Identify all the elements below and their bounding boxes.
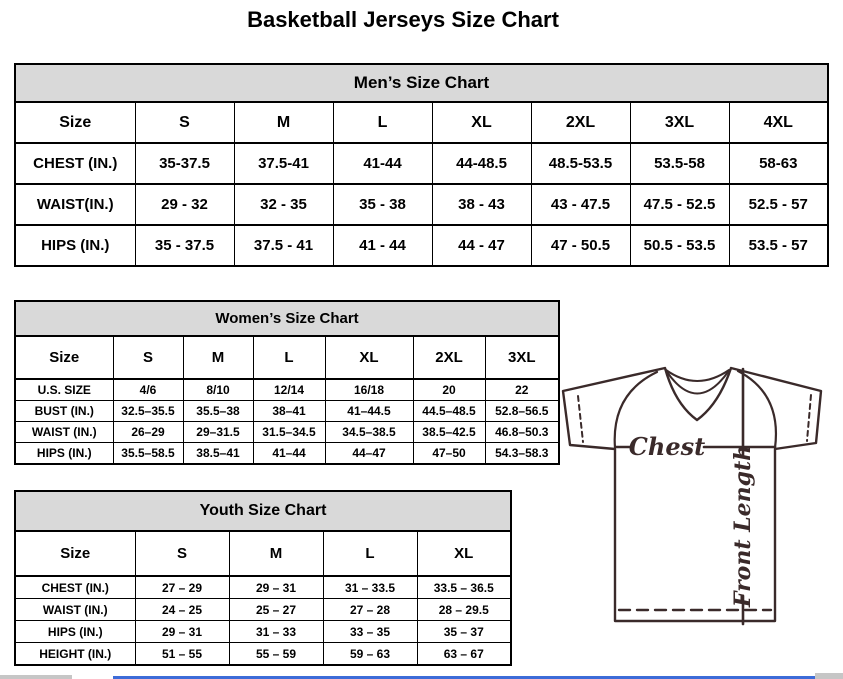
column-header: L [253, 336, 325, 379]
womens-size-table [14, 300, 560, 465]
chest-label: Chest [628, 432, 706, 461]
cell: 34.5–38.5 [325, 422, 413, 443]
cell: 31 – 33.5 [323, 576, 417, 599]
row-label: HIPS (IN.) [15, 443, 113, 465]
cell: 33.5 – 36.5 [417, 576, 511, 599]
cell: 16/18 [325, 379, 413, 401]
row-label: HEIGHT (IN.) [15, 643, 135, 666]
cell: 31.5–34.5 [253, 422, 325, 443]
cell: 38–41 [253, 401, 325, 422]
column-header: XL [417, 531, 511, 576]
row-label: CHEST (IN.) [15, 576, 135, 599]
cell: 27 – 28 [323, 599, 417, 621]
cell: 59 – 63 [323, 643, 417, 666]
column-header: L [333, 102, 432, 143]
column-header: XL [325, 336, 413, 379]
scrollbar-corner-left[interactable] [0, 675, 72, 679]
mens-table-title: Men’s Size Chart [15, 64, 828, 102]
cell: 31 – 33 [229, 621, 323, 643]
column-header: XL [432, 102, 531, 143]
jersey-measurement-diagram [553, 358, 843, 663]
column-header: 2XL [531, 102, 630, 143]
table-row [15, 576, 511, 599]
cell: 26–29 [113, 422, 183, 443]
table-row [15, 225, 828, 266]
column-header: L [323, 531, 417, 576]
column-header: 3XL [485, 336, 559, 379]
table-row [15, 621, 511, 643]
cell: 44.5–48.5 [413, 401, 485, 422]
cell: 35.5–38 [183, 401, 253, 422]
cell: 46.8–50.3 [485, 422, 559, 443]
cell: 41-44 [333, 143, 432, 184]
table-row [15, 143, 828, 184]
table-row [15, 422, 559, 443]
column-header: S [113, 336, 183, 379]
cell: 41 - 44 [333, 225, 432, 266]
cell: 47.5 - 52.5 [630, 184, 729, 225]
column-header: Size [15, 336, 113, 379]
cell: 53.5 - 57 [729, 225, 828, 266]
row-label: HIPS (IN.) [15, 621, 135, 643]
cell: 38.5–41 [183, 443, 253, 465]
cell: 32.5–35.5 [113, 401, 183, 422]
column-header: 4XL [729, 102, 828, 143]
row-label: HIPS (IN.) [15, 225, 135, 266]
cell: 20 [413, 379, 485, 401]
row-label: WAIST (IN.) [15, 599, 135, 621]
cell: 28 – 29.5 [417, 599, 511, 621]
cell: 43 - 47.5 [531, 184, 630, 225]
left-cuff-dashed-line [578, 396, 583, 442]
cell: 8/10 [183, 379, 253, 401]
column-header: S [135, 102, 234, 143]
table-row [15, 643, 511, 666]
cell: 37.5-41 [234, 143, 333, 184]
column-header: Size [15, 531, 135, 576]
cell: 63 – 67 [417, 643, 511, 666]
table-row [15, 599, 511, 621]
cell: 54.3–58.3 [485, 443, 559, 465]
row-label: CHEST (IN.) [15, 143, 135, 184]
cell: 47 - 50.5 [531, 225, 630, 266]
cell: 38 - 43 [432, 184, 531, 225]
cell: 29–31.5 [183, 422, 253, 443]
cell: 35 - 38 [333, 184, 432, 225]
cell: 35 - 37.5 [135, 225, 234, 266]
cell: 41–44 [253, 443, 325, 465]
cell: 51 – 55 [135, 643, 229, 666]
cell: 48.5-53.5 [531, 143, 630, 184]
youth-size-table [14, 490, 512, 666]
cell: 41–44.5 [325, 401, 413, 422]
cell: 37.5 - 41 [234, 225, 333, 266]
cell: 52.8–56.5 [485, 401, 559, 422]
collar-rib-arc-outer [666, 370, 729, 381]
youth-table-title: Youth Size Chart [15, 491, 511, 531]
cell: 44–47 [325, 443, 413, 465]
cell: 50.5 - 53.5 [630, 225, 729, 266]
row-label: BUST (IN.) [15, 401, 113, 422]
scrollbar-corner-right[interactable] [815, 673, 843, 679]
cell: 22 [485, 379, 559, 401]
column-header: M [183, 336, 253, 379]
cell: 53.5-58 [630, 143, 729, 184]
table-row [15, 379, 559, 401]
cell: 29 – 31 [229, 576, 323, 599]
row-label: WAIST (IN.) [15, 422, 113, 443]
mens-size-table [14, 63, 829, 267]
cell: 55 – 59 [229, 643, 323, 666]
cell: 58-63 [729, 143, 828, 184]
cell: 35 – 37 [417, 621, 511, 643]
table-row [15, 443, 559, 465]
cell: 35.5–58.5 [113, 443, 183, 465]
table-row [15, 401, 559, 422]
cell: 24 – 25 [135, 599, 229, 621]
cell: 32 - 35 [234, 184, 333, 225]
cell: 33 – 35 [323, 621, 417, 643]
cell: 12/14 [253, 379, 325, 401]
column-header: S [135, 531, 229, 576]
cell: 4/6 [113, 379, 183, 401]
cell: 44-48.5 [432, 143, 531, 184]
cell: 52.5 - 57 [729, 184, 828, 225]
cell: 29 - 32 [135, 184, 234, 225]
right-cuff-dashed-line [807, 395, 811, 441]
cell: 44 - 47 [432, 225, 531, 266]
cell: 29 – 31 [135, 621, 229, 643]
row-label: WAIST(IN.) [15, 184, 135, 225]
womens-table-title: Women’s Size Chart [15, 301, 559, 336]
column-header: 2XL [413, 336, 485, 379]
jersey-outline [563, 368, 821, 621]
cell: 38.5–42.5 [413, 422, 485, 443]
column-header: M [234, 102, 333, 143]
cell: 35-37.5 [135, 143, 234, 184]
cell: 47–50 [413, 443, 485, 465]
front-length-label: Front Length [730, 444, 756, 608]
page-title: Basketball Jerseys Size Chart [247, 7, 559, 32]
row-label: U.S. SIZE [15, 379, 113, 401]
table-row [15, 184, 828, 225]
column-header: 3XL [630, 102, 729, 143]
cell: 27 – 29 [135, 576, 229, 599]
column-header: M [229, 531, 323, 576]
column-header: Size [15, 102, 135, 143]
cell: 25 – 27 [229, 599, 323, 621]
